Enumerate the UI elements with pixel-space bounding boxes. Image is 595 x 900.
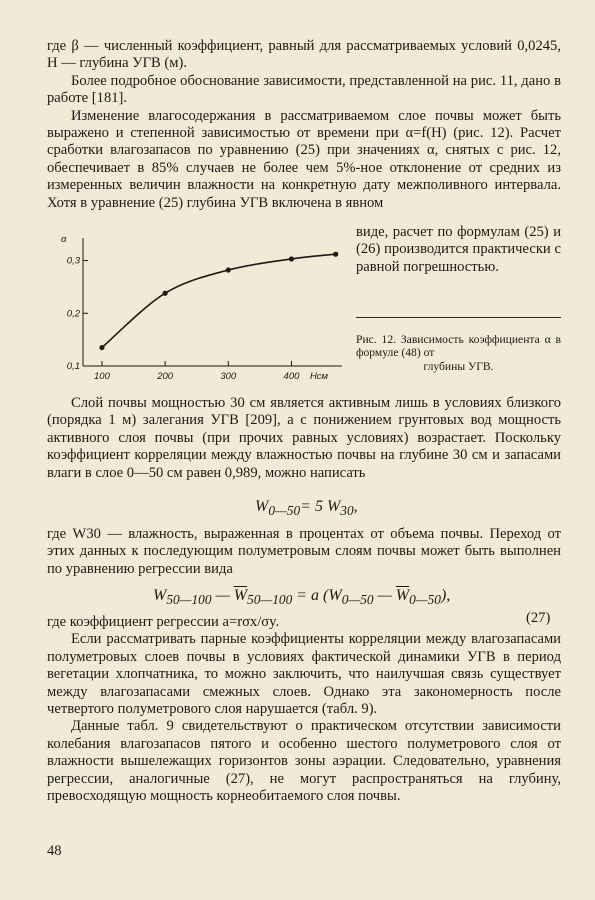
y-tick-label-1: 0,2 [66, 308, 80, 320]
data-point-2 [226, 267, 231, 272]
formula-regression: $W_{50—100}$ — $\overline{W}_{50—100} = a$ ($W_{0—50}$ — $\overline{W}_{0—50}$), [153, 587, 451, 608]
text-block-middle [47, 395, 561, 482]
paragraph-3: Изменение влагосодержания в рассматриваемом слое почвы может быть выражено и степенной зависимостью от времени при α=f(H) (рис. 12). Расчет сработки влагозапасов по уравнению (25) при значениях α, снятых с рис. 12, обеспечивает в 85% случаев не более чем 5%-ное отклонение от средних из измеренных величин влажности на конкретную дату межполивного интервала. Хотя в уравнение (25) глубина УГВ включена в явном [47, 107, 561, 211]
caption-line-1: Рис. 12. Зависимость коэффициента α в формуле (48) от [356, 333, 561, 360]
paragraph-3-continued: виде, расчет по формулам (25) и (26) производится практически с равной погрешностью. [356, 224, 561, 275]
y-tick-label-2: 0,3 [66, 255, 80, 267]
page-number: 48 [47, 843, 62, 859]
alpha-vs-depth-chart [47, 228, 352, 388]
formula-w0-50: $W_{0—50}= 5$ $W_{30}$, [255, 498, 358, 519]
paragraph-7: Если рассматривать парные коэффициенты корреляции между влагозапасами полуметровых слоев почвы в условиях фактической динамики УГВ в период вегетации хлопчатника, то можно заключить, что наилучшая связь существует между влагозапасами смежных слоев. Однако эта закономерность после четвертого полуметрового слоя нарушается (табл. 9). [47, 631, 561, 718]
x-unit-label: Нсм [309, 371, 329, 382]
paragraph-4: Слой почвы мощностью 30 см является активным лишь в условиях близкого (порядка 1 м) залегания УГВ [209], а с понижением грунтовых вод мощность активного слоя почвы (при прочих равных условиях) возрастает. Поскольку коэффициент корреляции между влажностью почвы на глубине 30 см и запасами влаги в слое 0—50 см равен 0,989, можно написать [47, 395, 561, 481]
text-block-bottom [47, 614, 561, 805]
equation-number: (27) [526, 610, 551, 626]
data-point-4 [333, 252, 338, 257]
data-point-3 [289, 256, 294, 261]
series-line [102, 254, 336, 347]
paragraph-2: Более подробное обоснование зависимости, представленной на рис. 11, дано в работе [181]. [47, 72, 561, 107]
paragraph-5: где W30 — влажность, выраженная в процентах от объема почвы. Переход от этих данных к последующим полуметровым слоям почвы может быть выполнен по уравнению регрессии вида [47, 526, 561, 577]
x-tick-label-0: 100 [94, 371, 110, 382]
figure-12 [47, 228, 352, 388]
data-point-0 [99, 345, 104, 350]
caption-rule [356, 317, 561, 318]
x-tick-label-3: 400 [283, 371, 300, 382]
paragraph-1: где β — численный коэффициент, равный для рассматриваемых условий 0,0245, H — глубина УГВ (м). [47, 38, 561, 72]
x-tick-label-2: 300 [220, 371, 237, 382]
figure-caption [356, 333, 561, 373]
text-block-top [47, 38, 561, 212]
y-tick-label-0: 0,1 [66, 361, 80, 372]
data-point-1 [163, 291, 168, 296]
x-tick-label-1: 200 [157, 371, 174, 382]
paragraph-8: Данные табл. 9 свидетельствуют о практическом отсутствии зависимости колебания влагозапасов пятого и особенно шестого полуметрового слоя от влажности вышележащих горизонтов зоны аэрации. Следовательно, уравнения регрессии, аналогичные (27), не могут распространяться на глубину, превосходящую мощность корнеобитаемого слоя почвы. [47, 718, 561, 805]
text-block-p5 [47, 526, 561, 578]
paragraph-6: где коэффициент регрессии a=rσx/σy. [47, 614, 280, 630]
y-axis-label: α [61, 234, 67, 245]
caption-line-2: глубины УГВ. [423, 359, 494, 373]
